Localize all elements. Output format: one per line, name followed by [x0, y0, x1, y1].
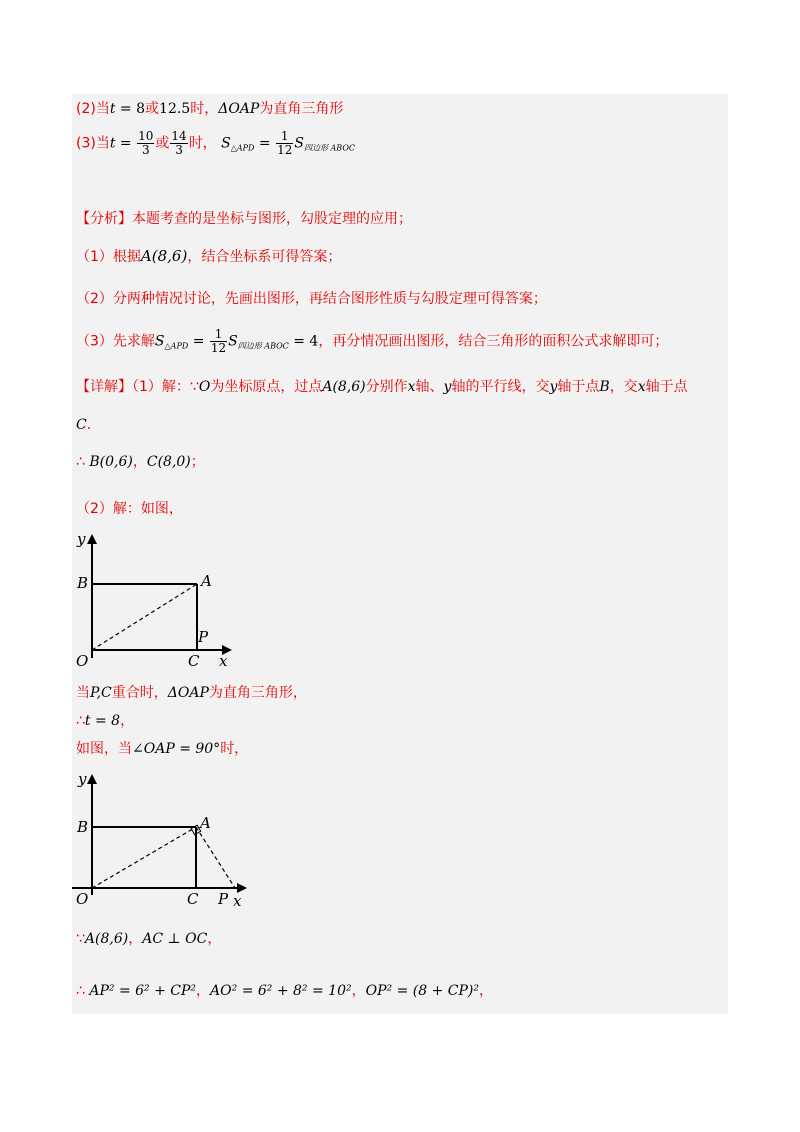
label-y: y [77, 530, 86, 548]
label-B: B [77, 818, 89, 836]
label-C: C [188, 652, 200, 670]
label-y: y [78, 770, 87, 788]
fraction: $\frac{14}{3}$ [171, 129, 187, 157]
label-C: C [187, 890, 199, 908]
answer-2: (2)当t = 8或12.5时，ΔOAP为直角三角形 [76, 101, 344, 117]
label-B: B [77, 574, 89, 592]
label-O: O [76, 890, 89, 908]
answer-3: (3)当t = $\frac{10}{3}$ 或 $\frac{14}{3}$ 时， $S_{\triangle APD}$ = $\frac{1}{12}$ $S_{四边形 ABOC}$ [76, 129, 356, 157]
label-P: P [218, 890, 229, 908]
label-A: A [201, 572, 212, 590]
case-2-line: 如图，当∠OAP = 90°时， [76, 741, 249, 757]
figure-1 [72, 530, 242, 675]
segment-AP [196, 827, 235, 888]
label-x: x [219, 652, 228, 670]
fraction: $\frac{1}{12}$ [210, 327, 227, 355]
y-axis-arrow [87, 774, 97, 784]
detail-line-3: ∴ B(0,6)，C(8,0)； [76, 454, 205, 470]
analysis-heading: 【分析】本题考查的是坐标与图形，勾股定理的应用； [76, 211, 412, 227]
analysis-line-3: （3）先求解$S_{\triangle APD}$ = $\frac{1}{12}$ $S_{四边形 ABOC} = 4$，再分情况画出图形，结合三角形的面积公式求解即可； [76, 327, 669, 355]
equation-line-2: ∴ AP² = 6² + CP²，AO² = 6² + 8² = 10²，OP² = (8 + CP)²， [76, 983, 493, 999]
y-axis-arrow [87, 534, 97, 544]
fraction: $\frac{1}{12}$ [277, 129, 293, 157]
detail-line-2: C. [76, 417, 92, 433]
case-1-line-1: 当P,C重合时，ΔOAP为直角三角形， [76, 685, 307, 701]
case-1-line-2: ∴t = 8， [76, 713, 135, 729]
analysis-line-1: （1）根据A(8,6)，结合坐标系可得答案； [76, 247, 342, 265]
segment-OA [92, 584, 197, 650]
detail-line-1: 【详解】（1）解：∵O为坐标原点，过点A(8,6)分别作x轴、y轴的平行线，交y轴于点B，交x轴于点 [76, 379, 688, 395]
label-A: A [200, 814, 211, 832]
segment-OA [92, 827, 196, 888]
label-x: x [233, 892, 242, 910]
equation-line-1: ∵A(8,6)，AC ⊥ OC， [76, 931, 222, 947]
analysis-line-2: （2）分两种情况讨论，先画出图形，再结合图形性质与勾股定理可得答案； [76, 291, 547, 307]
figure-2 [72, 770, 252, 910]
label-O: O [76, 652, 89, 670]
fraction: $\frac{10}{3}$ [138, 129, 154, 157]
label-P: P [198, 628, 209, 646]
part-2-label: （2）解：如图， [76, 501, 183, 517]
